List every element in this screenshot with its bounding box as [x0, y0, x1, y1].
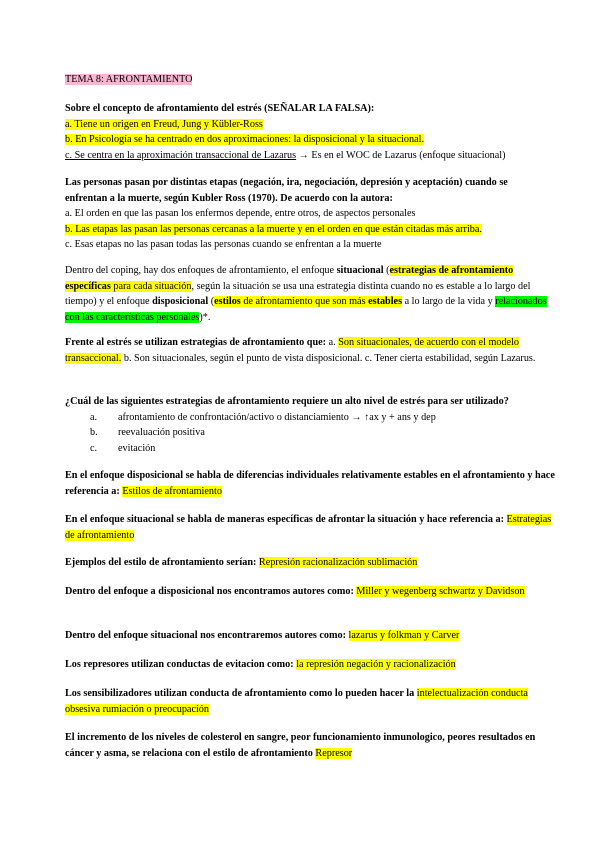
coping-term-estables: estables: [368, 296, 403, 307]
list-marker: c.: [90, 442, 98, 454]
question-6: [65, 468, 555, 499]
coping-term-situacional: situacional: [336, 265, 384, 276]
question-1-option-a: a. Tiene un origen en Freud, Jung y Kübler-Ross: [65, 118, 263, 130]
list-item-text: reevaluación positiva: [118, 427, 205, 438]
question-5: [65, 394, 555, 456]
question-2: [65, 175, 555, 253]
coping-text-13: a lo largo de la vida y: [402, 296, 496, 307]
question-11: [65, 657, 555, 673]
question-12: [65, 686, 555, 717]
question-12-text: Los sensibilizadores utilizan conducta de afrontamiento como lo pueden hacer la: [65, 688, 415, 699]
section-title: TEMA 8: AFRONTAMIENTO: [65, 74, 193, 85]
question-8: [65, 555, 555, 571]
question-9-answer: Miller y wegenberg schwartz y Davidson: [356, 586, 525, 597]
question-4-a-prefix: a.: [326, 337, 339, 348]
list-item: [65, 441, 555, 457]
coping-term-especificas: específicas: [65, 280, 111, 292]
question-10: [65, 628, 555, 644]
list-item-text: afrontamiento de confrontación/activo o distanciamiento → ↑ax y + ans y dep: [118, 411, 436, 423]
question-11-text: Los represores utilizan conductas de evitacion como:: [65, 659, 294, 670]
question-4-text: Frente al estrés se utilizan estrategias de afrontamiento que:: [65, 337, 327, 348]
coping-text-3: (: [383, 265, 390, 276]
question-6-text: En el enfoque disposicional se habla de diferencias individuales relativamente estables en el afrontamiento y hace referencia a:: [65, 470, 555, 497]
coping-text-9: (: [208, 296, 215, 307]
coping-term-estrategias: estrategias de afrontamiento: [389, 265, 514, 276]
question-1-option-c-rest: Es en el WOC de Lazarus (enfoque situacional): [308, 149, 506, 161]
coping-text-7: , según la situación se usa una estrategia distinta cuando no es estable a lo largo del tiempo) y el enfoque: [65, 280, 531, 307]
list-marker: a.: [90, 411, 98, 423]
question-13: [65, 730, 555, 761]
question-8-text: Ejemplos del estilo de afrontamiento serían:: [65, 557, 257, 568]
coping-term-disposicional: disposicional: [152, 296, 209, 307]
question-1-option-c-underlined: c. Se centra en la aproximación transaccional de Lazarus: [65, 149, 297, 161]
question-1-option-c: [65, 148, 555, 164]
list-item: [65, 425, 555, 441]
question-9: [65, 584, 555, 600]
question-2-text-line1: Las personas pasan por distintas etapas (negación, ira, negociación, depresión y aceptación) cuando se: [65, 177, 508, 188]
question-10-text: Dentro del enfoque situacional nos encontraremos autores como:: [65, 630, 346, 641]
question-2-option-b: b. Las etapas las pasan las personas cercanas a la muerte y en el orden en que están citadas más arriba.: [65, 223, 482, 235]
question-13-text: El incremento de los niveles de colesterol en sangre, peor funcionamiento inmunologico, peores resultados en cáncer y asma, se relaciona con el estilo de afrontamiento: [65, 732, 536, 759]
question-1: [65, 101, 555, 163]
list-marker: b.: [90, 427, 98, 438]
coping-text-11: de afrontamiento que son más: [240, 296, 369, 307]
question-2-option-a: a. El orden en que las pasan los enfermos depende, entre otros, de aspectos personales: [65, 208, 416, 219]
question-9-text: Dentro del enfoque a disposicional nos encontramos autores como:: [65, 586, 354, 597]
question-2-text-line2: enfrentan a la muerte, según Kubler Ross (1970). De acuerdo con la autora:: [65, 192, 393, 204]
question-5-text: ¿Cuál de las siguientes estrategias de afrontamiento requiere un alto nivel de estrés para ser utilizado?: [65, 396, 509, 407]
list-item-text: evitación: [118, 442, 156, 454]
question-1-text: Sobre el concepto de afrontamiento del estrés (SEÑALAR LA FALSA):: [65, 103, 375, 114]
question-10-answer: lazarus y folkman y Carver: [348, 630, 460, 641]
question-7: [65, 512, 555, 543]
coping-text-15: )*.: [199, 311, 211, 323]
question-6-answer: Estilos de afrontamiento: [122, 485, 222, 497]
arrow-icon: →: [298, 149, 309, 161]
question-4: [65, 335, 555, 366]
question-2-option-c: c. Esas etapas no las pasan todas las personas cuando se enfrentan a la muerte: [65, 239, 382, 250]
question-4-option-a: Son situacionales, de acuerdo con el modelo transaccional.: [65, 337, 520, 364]
coping-text-14: relacionados con las características personales: [65, 296, 547, 323]
question-8-answer: Represión racionalización sublimación: [258, 557, 418, 568]
coping-term-estilos: estilos: [214, 296, 241, 307]
question-4-rest: b. Son situacionales, según el punto de vista disposicional. c. Tener cierta estabilidad, según Lazarus.: [121, 352, 536, 364]
coping-paragraph: [65, 263, 555, 325]
question-7-text: En el enfoque situacional se habla de maneras específicas de afrontar la situación y hace referencia a:: [65, 514, 504, 525]
question-7-answer: Estrategias de afrontamiento: [65, 514, 552, 541]
section-title-block: [65, 72, 555, 88]
coping-text-1: Dentro del coping, hay dos enfoques de afrontamiento, el enfoque: [65, 265, 337, 276]
coping-text-6: para cada situación: [110, 280, 192, 292]
question-13-answer: Represor: [315, 747, 353, 759]
list-item: [65, 410, 555, 426]
question-11-answer: la represión negación y racionalización: [296, 659, 456, 670]
question-12-answer: intelectualización conducta obsesiva rumiación o preocupación: [65, 688, 528, 715]
question-1-option-b: b. En Psicología se ha centrado en dos aproximaciones: la disposicional y la situacional.: [65, 134, 425, 145]
